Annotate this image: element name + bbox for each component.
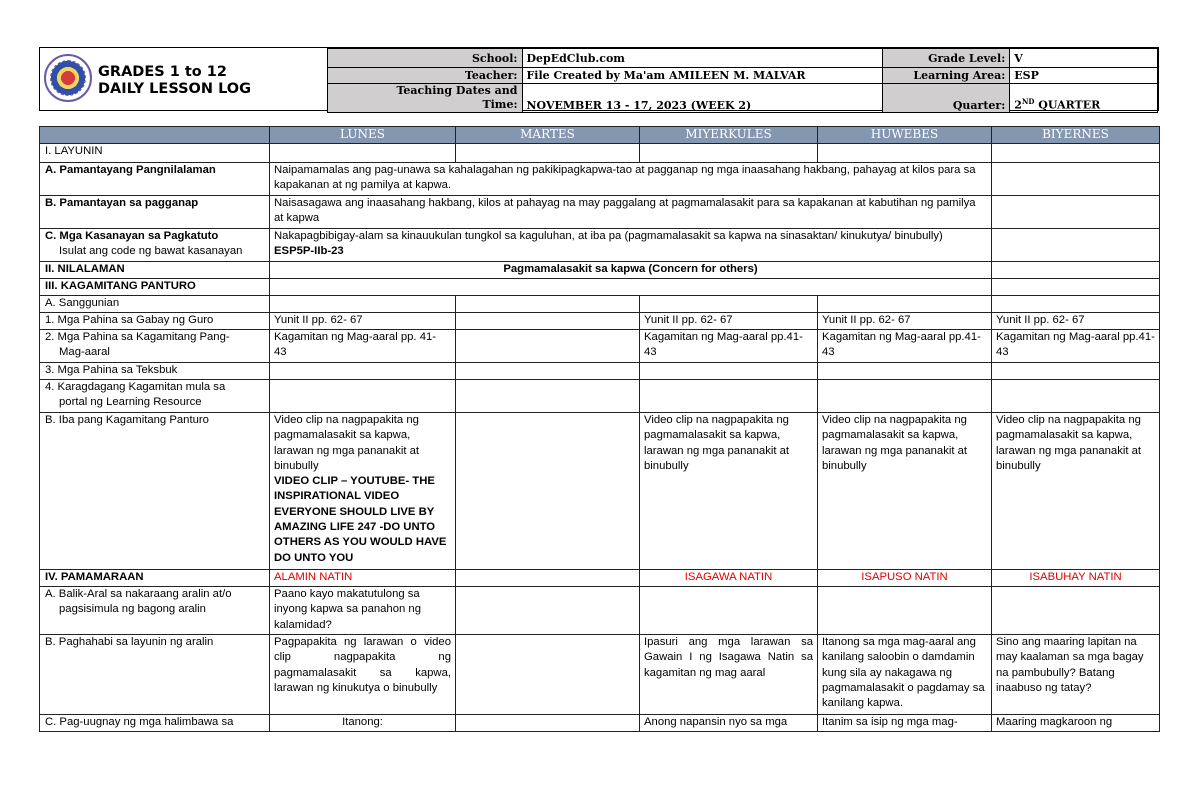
pag-uugnay-huwebes: Itanim sa isip ng mga mag- (818, 715, 992, 732)
alamin-label: ALAMIN NATIN (270, 570, 456, 587)
pag-uugnay-miyerkules: Anong napansin nyo sa mga (640, 715, 818, 732)
title-line-1: GRADES 1 to 12 (98, 64, 227, 80)
isapuso-label: ISAPUSO NATIN (818, 570, 992, 587)
dates-value: NOVEMBER 13 - 17, 2023 (WEEK 2) (522, 84, 882, 113)
title-line-2: DAILY LESSON LOG (98, 81, 252, 97)
kasanayan-text (270, 229, 992, 262)
kasanayan-label-line-2: Isulat ang code ng bawat kasanayan (59, 245, 243, 258)
pang-miyerkules: Kagamitan ng Mag-aaral pp.41- 43 (640, 330, 818, 363)
pang-biyernes: Kagamitan ng Mag-aaral pp.41- 43 (992, 330, 1160, 363)
row-label-kasanayan (40, 229, 270, 262)
gabay-lunes: Yunit II pp. 62- 67 (270, 313, 456, 330)
dates-label-line-1: Teaching Dates and (396, 84, 518, 97)
iba-biyernes: Video clip na nagpapakita ng pagmamalasakit sa kapwa, larawan ng mga pananakit at binubully (992, 413, 1160, 570)
quarter-label: Quarter: (882, 84, 1010, 113)
day-header: BIYERNES (992, 127, 1160, 144)
isagawa-label: ISAGAWA NATIN (640, 570, 818, 587)
pang-label-line-2: Mag-aaral (59, 346, 110, 359)
karagdagang-label-line-1: 4. Karagdagang Kagamitan mula sa (45, 381, 226, 393)
row-label-layunin: I. LAYUNIN (40, 144, 270, 163)
header-logo-area (40, 48, 328, 110)
table-row (40, 330, 1160, 363)
row-label-kagamitan: III. KAGAMITANG PANTURO (40, 279, 270, 296)
quarter-value (1010, 84, 1158, 113)
pang-huwebes: Kagamitan ng Mag-aaral pp.41- 43 (818, 330, 992, 363)
row-label-pang-mag-aaral (40, 330, 270, 363)
table-row (40, 144, 1160, 163)
header-info-table (327, 48, 1158, 113)
row-label-pamamaraan: IV. PAMAMARAAN (40, 570, 270, 587)
row-label-pamantayang: A. Pamantayang Pangnilalaman (40, 163, 270, 196)
table-row (40, 296, 1160, 313)
paghahabi-miyerkules: Ipasuri ang mga larawan sa Gawain I ng Isagawa Natin sa kagamitan ng mag aaral (640, 635, 818, 715)
balik-label-line-1: A. Balik-Aral sa nakaraang aralin at/o (45, 588, 232, 600)
table-row (40, 635, 1160, 715)
row-label-pagganap: B. Pamantayan sa pagganap (40, 196, 270, 229)
karagdagang-label-line-2: portal ng Learning Resource (59, 396, 202, 409)
pagganap-text: Naisasagawa ang inaasahang hakbang, kilos at pahayag na may paggalang at pagmamalasakit para sa kapakanan at kabutihan ng pamilya at kapwa (270, 196, 992, 229)
table-row (40, 570, 1160, 587)
pag-uugnay-lunes: Itanong: (270, 715, 456, 732)
row-label-gabay: 1. Mga Pahina sa Gabay ng Guro (40, 313, 270, 330)
balik-lunes: Paano kayo makatutulong sa inyong kapwa sa panahon ng kalamidad? (270, 587, 456, 635)
pang-lunes: Kagamitan ng Mag-aaral pp. 41- 43 (270, 330, 456, 363)
table-row (40, 196, 1160, 229)
teacher-value: File Created by Ma'am AMILEEN M. MALVAR (522, 68, 882, 84)
iba-lunes-text: Video clip na nagpapakita ng pagmamalasakit sa kapwa, larawan ng mga pananakit at binubully (274, 414, 420, 472)
corner-cell (40, 127, 270, 144)
gabay-biyernes: Yunit II pp. 62- 67 (992, 313, 1160, 330)
table-row (40, 363, 1160, 380)
row-label-iba-pang: B. Iba pang Kagamitang Panturo (40, 413, 270, 570)
pang-label-line-1: 2. Mga Pahina sa Kagamitang Pang- (45, 331, 230, 343)
school-label: School: (328, 49, 523, 68)
day-header: MARTES (456, 127, 640, 144)
table-row (40, 715, 1160, 732)
quarter-text: QUARTER (1034, 99, 1101, 112)
header-title (98, 64, 251, 98)
row-label-nilalaman: II. NILALAMAN (40, 262, 270, 279)
table-row (40, 279, 1160, 296)
days-header-row (40, 127, 1160, 144)
nilalaman-text: Pagmamalasakit sa kapwa (Concern for others) (270, 262, 992, 279)
row-label-pag-uugnay: C. Pag-uugnay ng mga halimbawa sa (40, 715, 270, 732)
paghahabi-huwebes: Itanong sa mga mag-aaral ang kanilang saloobin o damdamin kung sila ay nakagawa ng pagmamalasakit o pagdamay sa kanilang kapwa. (818, 635, 992, 715)
area-value: ESP (1010, 68, 1158, 84)
iba-huwebes: Video clip na nagpapakita ng pagmamalasakit sa kapwa, larawan ng mga pananakit at binubully (818, 413, 992, 570)
row-label-paghahabi: B. Paghahabi sa layunin ng aralin (40, 635, 270, 715)
pag-uugnay-biyernes: Maaring magkaroon ng (992, 715, 1160, 732)
row-label-karagdagang (40, 380, 270, 413)
area-label: Learning Area: (882, 68, 1010, 84)
grade-value: V (1010, 49, 1158, 68)
teacher-label: Teacher: (328, 68, 523, 84)
paghahabi-biyernes: Sino ang maaring lapitan na may kaalaman sa mga bagay na pambubully? Batang inaabuso ng tatay? (992, 635, 1160, 715)
day-header: MIYERKULES (640, 127, 818, 144)
quarter-suffix: ND (1021, 97, 1035, 107)
school-value: DepEdClub.com (522, 49, 882, 68)
dates-label-line-2: Time: (482, 98, 518, 111)
table-row (40, 413, 1160, 570)
grade-label: Grade Level: (882, 49, 1010, 68)
gabay-miyerkules: Yunit II pp. 62- 67 (640, 313, 818, 330)
pamantayang-text: Naipamamalas ang pag-unawa sa kahalagahan ng pakikipagkapwa-tao at pagganap ng mga inaasahang hakbang, pahayag at kilos para sa kapakanan at ng pamilya at kapwa. (270, 163, 992, 196)
isabuhay-label: ISABUHAY NATIN (992, 570, 1160, 587)
lesson-log-header (39, 47, 1159, 111)
iba-lunes-video-title: VIDEO CLIP – YOUTUBE- THE INSPIRATIONAL VIDEO EVERYONE SHOULD LIVE BY AMAZING LIFE 247 -DO UNTO OTHERS AS YOU WOULD HAVE DO UNTO YOU (274, 475, 447, 564)
table-row (40, 163, 1160, 196)
table-row (40, 587, 1160, 635)
table-row (40, 229, 1160, 262)
gabay-huwebes: Yunit II pp. 62- 67 (818, 313, 992, 330)
kasanayan-label-line-1: C. Mga Kasanayan sa Pagkatuto (45, 230, 219, 242)
kasanayan-code: ESP5P-IIb-23 (274, 245, 344, 258)
kasanayan-description: Nakapagbibigay-alam sa kinauukulan tungkol sa kaguluhan, at iba pa (pagmamalasakit sa kapwa na sinasaktan/ kinukutya/ binubully) (274, 230, 943, 242)
iba-miyerkules: Video clip na nagpapakita ng pagmamalasakit sa kapwa, larawan ng mga pananakit at binubully (640, 413, 818, 570)
balik-label-line-2: pagsisimula ng bagong aralin (59, 603, 206, 616)
deped-seal-icon (44, 54, 92, 102)
lesson-log-table (39, 126, 1160, 732)
table-row (40, 313, 1160, 330)
row-label-sanggunian: A. Sanggunian (40, 296, 270, 313)
paghahabi-lunes: Pagpapakita ng larawan o video clip nagpapakita ng pagmamalasakit sa kapwa, larawan ng kinukutya o binubully (270, 635, 456, 715)
day-header: HUWEBES (818, 127, 992, 144)
table-row (40, 262, 1160, 279)
row-label-teksbuk: 3. Mga Pahina sa Teksbuk (40, 363, 270, 380)
row-label-balik-aral (40, 587, 270, 635)
iba-lunes (270, 413, 456, 570)
table-row (40, 380, 1160, 413)
day-header: LUNES (270, 127, 456, 144)
dates-label (328, 84, 523, 113)
quarter-number: 2 (1014, 99, 1022, 112)
